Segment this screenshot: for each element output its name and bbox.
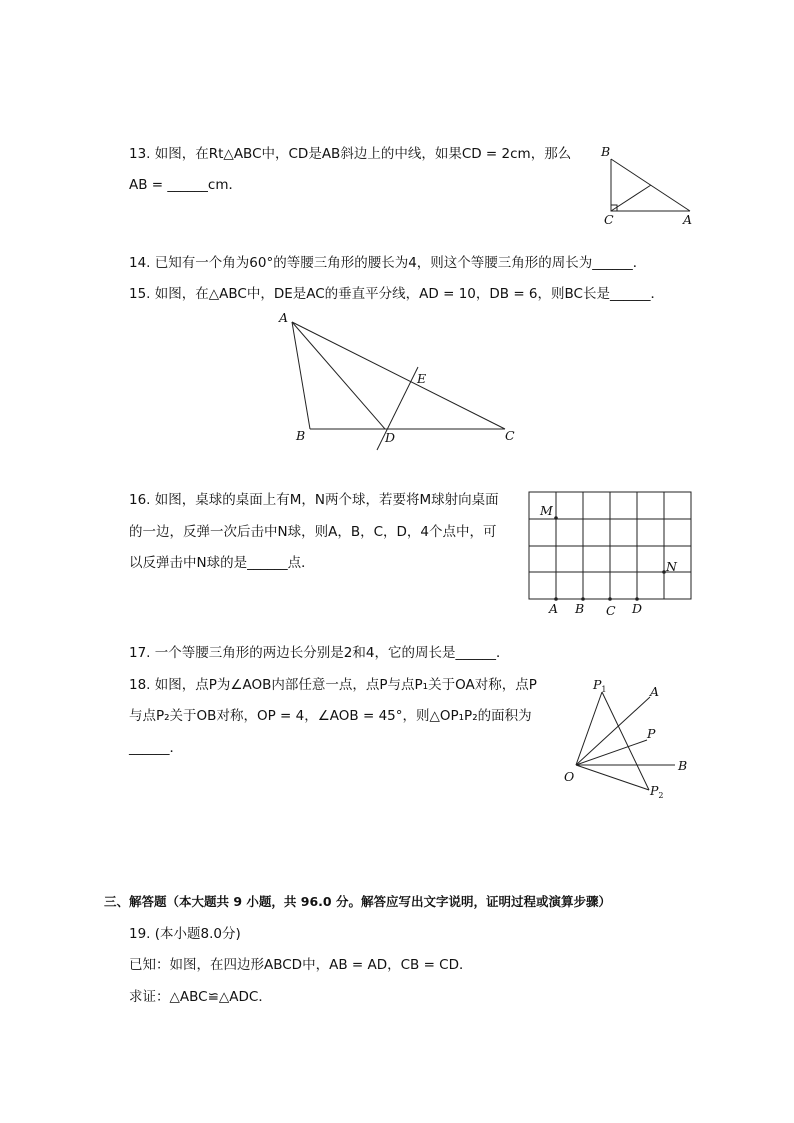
- q18-segment-op1: [576, 692, 602, 765]
- q18-label-p: P: [647, 726, 656, 741]
- q18-ray-oa: [576, 697, 650, 765]
- q16-label-c: C: [606, 603, 616, 618]
- q15-text: 15. 如图，在△ABC中，DE是AC的垂直平分线，AD = 10，DB = 6，则BC长是______．: [129, 286, 664, 302]
- q16-text-line-3: 以反弹击中N球的是______点．: [129, 555, 315, 571]
- q15-label-c: C: [505, 428, 515, 443]
- q16-label-a: A: [549, 601, 559, 616]
- q18-label-p1: $P_1$: [593, 677, 607, 694]
- q18-label-p2: $P_2$: [650, 783, 664, 800]
- q13-label-a: A: [683, 212, 693, 227]
- q18-segment-p1p2: [602, 692, 649, 790]
- q16-label-m: M: [540, 503, 553, 518]
- q13-label-b: B: [601, 144, 611, 159]
- q15-label-b: B: [296, 428, 306, 443]
- q18-segment-op: [576, 740, 647, 765]
- q16-label-d: D: [632, 601, 643, 616]
- q19-given: 已知：如图，在四边形ABCD中，AB = AD，CB = CD．: [129, 957, 473, 973]
- q13-text-line-2: AB = ______cm．: [129, 177, 242, 193]
- q18-segment-op2: [576, 765, 649, 790]
- q18-text-line-3: ______．: [129, 740, 183, 756]
- q15-label-e: E: [417, 371, 427, 386]
- q19-prove: 求证：△ABC≌△ADC．: [129, 989, 272, 1005]
- q16-label-b: B: [575, 601, 585, 616]
- q13-text-line-1: 13. 如图，在Rt△ABC中，CD是AB斜边上的中线，如果CD = 2cm，那么: [129, 146, 572, 162]
- q18-label-a: A: [650, 684, 660, 699]
- q18-label-o: O: [564, 769, 575, 784]
- q13-label-c: C: [604, 212, 614, 227]
- q17-text: 17. 一个等腰三角形的两边长分别是2和4，它的周长是______．: [129, 645, 510, 661]
- q15-label-a: A: [279, 310, 289, 325]
- q14-text: 14. 已知有一个角为60°的等腰三角形的腰长为4，则这个等腰三角形的周长为______．: [129, 255, 647, 271]
- q16-text-line-1: 16. 如图，桌球的桌面上有M，N两个球，若要将M球射向桌面: [129, 492, 499, 508]
- q18-text-line-2: 与点P₂关于OB对称，OP = 4，∠AOB = 45°，则△OP₁P₂的面积为: [129, 708, 532, 724]
- q16-text-line-2: 的一边，反弹一次后击中N球，则A，B，C，D，4个点中，可: [129, 524, 497, 540]
- section-3-header: 三、解答题（本大题共 9 小题，共 96.0 分。解答应写出文字说明，证明过程或演算步骤）: [104, 894, 611, 909]
- q18-label-b: B: [678, 758, 688, 773]
- q16-label-n: N: [666, 559, 677, 574]
- q19-points: 19. (本小题8.0分): [129, 926, 241, 942]
- q15-label-d: D: [385, 430, 396, 445]
- q18-text-line-1: 18. 如图，点P为∠AOB内部任意一点，点P与点P₁关于OA对称，点P: [129, 677, 537, 693]
